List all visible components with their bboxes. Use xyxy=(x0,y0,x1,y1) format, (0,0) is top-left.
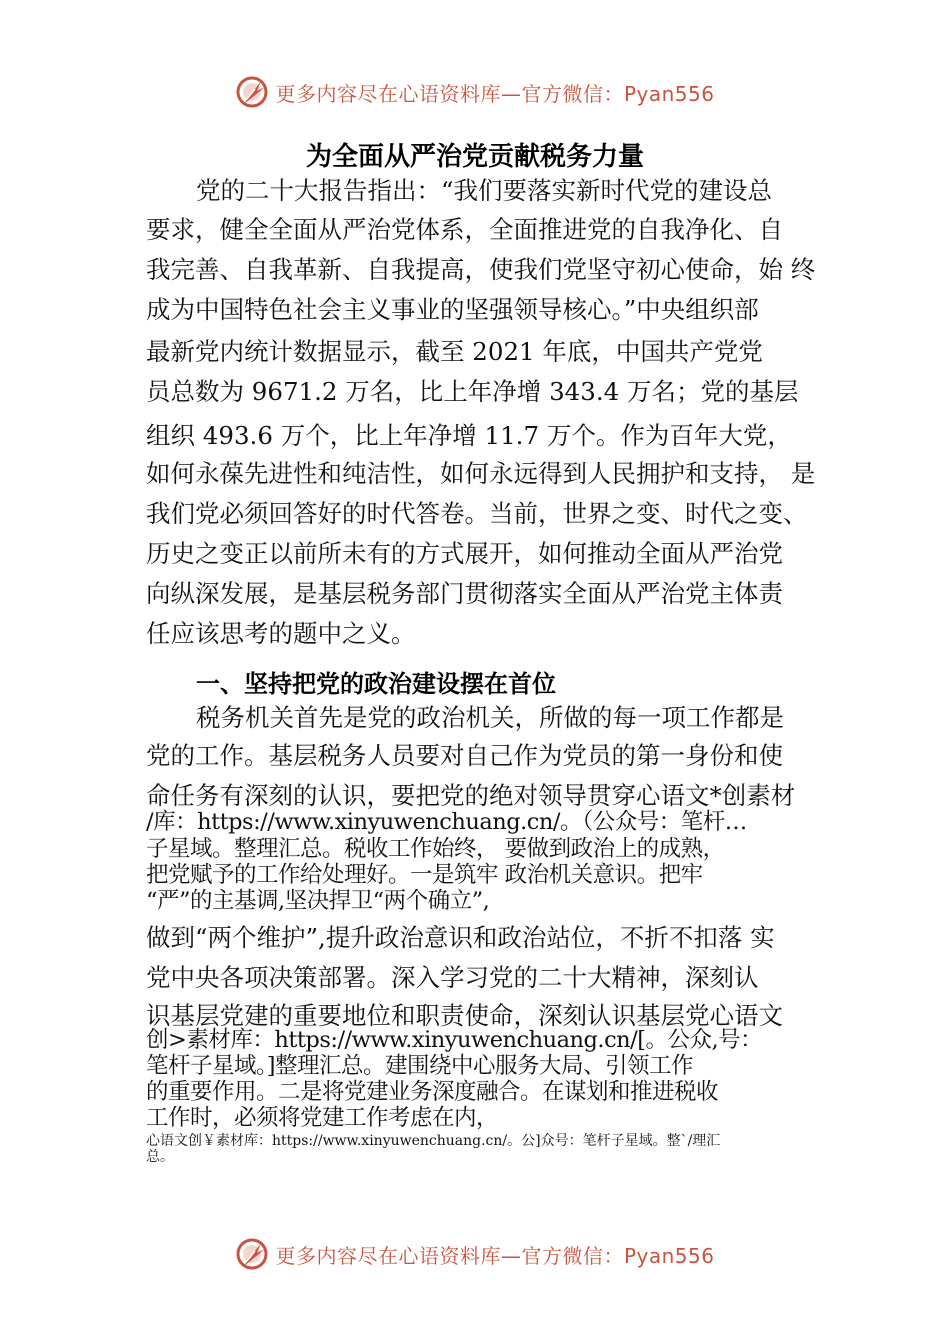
header-banner xyxy=(0,70,950,114)
paragraph-line: 向纵深发展，是基层税务部门贯彻落实全面从严治党主体责 xyxy=(146,579,783,608)
paragraph-line: 历史之变正以前所未有的方式展开，如何推动全面从严治党 xyxy=(146,539,783,568)
compact-line: /库：https://www.xinyuwenchuang.cn/。（公众号：笔杆… xyxy=(146,809,747,835)
banner-text: 更多内容尽在心语资料库—官方微信：Pyan556 xyxy=(275,1243,715,1268)
section-heading: 一、坚持把党的政治建设摆在首位 xyxy=(196,670,556,698)
paragraph-line: 我们党必须回答好的时代答卷。当前，世界之变、时代之变、 xyxy=(146,499,808,528)
paragraph-line: 党中央各项决策部署。深入学习党的二十大精神，深刻认 xyxy=(146,963,759,992)
compact-line: 子星域。整理汇总。税收工作始终， 要做到政治上的成熟， xyxy=(146,836,725,862)
compact-line: 的重要作用。二是将党建业务深度融合。在谋划和推进税收 xyxy=(146,1079,719,1105)
paragraph-line: 做到“两个维护”,提升政治意识和政治站位，不折不扣落 实 xyxy=(146,923,775,952)
footnote-line: 总。 xyxy=(146,1149,174,1165)
footer-banner xyxy=(0,1232,950,1276)
paragraph-line: 最新党内统计数据显示，截至 2021 年底，中国共产党党 xyxy=(146,337,763,366)
footnote-line: 心语文创￥素材库：https://www.xinyuwenchuang.cn/。公]众号：笔杆子星域。整`/理汇 xyxy=(146,1133,721,1149)
quill-circle-logo-icon xyxy=(235,75,269,109)
compact-line: 笔杆子星域。]整理汇总。建围绕中心服务大局、引领工作 xyxy=(146,1053,694,1079)
paragraph-line: 我完善、自我革新、自我提高，使我们党坚守初心使命，始 终 xyxy=(146,255,816,284)
paragraph-line: 成为中国特色社会主义事业的坚强领导核心。”中央组织部 xyxy=(146,295,759,324)
compact-line: 工作时，必须将党建工作考虑在内， xyxy=(146,1105,499,1131)
paragraph-line: 税务机关首先是党的政治机关，所做的每一项工作都是 xyxy=(196,703,784,732)
paragraph-line: 命任务有深刻的认识，要把党的绝对领导贯穿心语文*创素材 xyxy=(146,781,796,810)
banner-text: 更多内容尽在心语资料库—官方微信：Pyan556 xyxy=(275,81,715,106)
quill-circle-logo-icon xyxy=(235,1237,269,1271)
paragraph-line: 如何永葆先进性和纯洁性，如何永远得到人民拥护和支持， 是 xyxy=(146,459,816,488)
paragraph-line: 识基层党建的重要地位和职责使命，深刻认识基层党心语文 xyxy=(146,1001,783,1030)
compact-line: “严”的主基调,坚决捍卫“两个确立”, xyxy=(146,888,490,914)
paragraph-line: 任应该思考的题中之义。 xyxy=(146,619,416,648)
document-title: 为全面从严治党贡献税务力量 xyxy=(305,142,644,172)
compact-line: 创>素材库：https://www.xinyuwenchuang.cn/[。公众,号： xyxy=(146,1027,763,1053)
paragraph-line: 员总数为 9671.2 万名，比上年净增 343.4 万名；党的基层 xyxy=(146,377,799,406)
paragraph-line: 要求，健全全面从严治党体系，全面推进党的自我净化、自 xyxy=(146,215,783,244)
paragraph-line: 党的二十大报告指出：“我们要落实新时代党的建设总 xyxy=(196,176,773,205)
paragraph-line: 组织 493.6 万个，比上年净增 11.7 万个。作为百年大党， xyxy=(146,421,792,450)
compact-line: 把党赋予的工作给处理好。一是筑牢 政治机关意识。把牢 xyxy=(146,862,703,888)
paragraph-line: 党的工作。基层税务人员要对自己作为党员的第一身份和使 xyxy=(146,741,783,770)
